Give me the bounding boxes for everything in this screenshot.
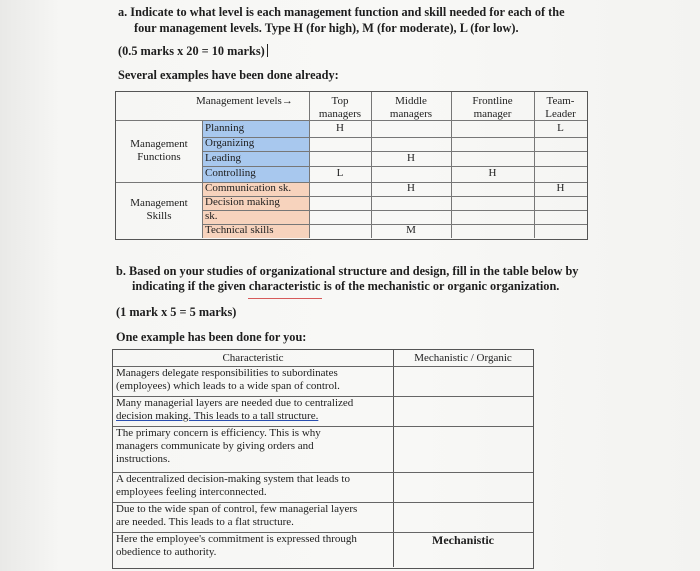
value-technical-middle[interactable]: M <box>406 224 416 236</box>
header-frontline <box>451 95 534 121</box>
t2-row6-line2: obedience to authority. <box>116 546 217 558</box>
row-communication: Communication sk. <box>205 182 292 194</box>
group-skills <box>116 197 202 223</box>
header-middle-line1: Middle <box>395 95 427 107</box>
t2-row6-line1: Here the employee's commitment is expressed through <box>116 533 357 545</box>
question-b-line2: indicating if the given characteristic is of the mechanistic or organic organization. <box>132 279 560 293</box>
header-team-line1: Team- <box>546 95 575 107</box>
value-communication-team[interactable]: H <box>556 182 565 194</box>
header-top <box>309 95 371 121</box>
t2-row4-line1: A decentralized decision-making system that leads to <box>116 473 350 485</box>
group-skills-line2: Skills <box>146 210 172 222</box>
t2-row4-line2: employees feeling interconnected. <box>116 486 267 498</box>
value-planning-top[interactable]: H <box>336 122 344 134</box>
group-functions-line1: Management <box>130 138 188 150</box>
row-organizing: Organizing <box>205 137 255 149</box>
header-frontline-line1: Frontline <box>472 95 513 107</box>
t2-row4 <box>116 473 350 499</box>
header-frontline-line2: manager <box>473 108 512 120</box>
text-cursor <box>267 44 268 57</box>
header-middle-line2: managers <box>389 108 433 120</box>
header-levels-label: Management levels→ <box>196 95 293 107</box>
header-team <box>534 95 587 121</box>
group-line <box>116 182 587 183</box>
value-planning-team[interactable]: L <box>557 122 564 134</box>
t2-row3-line1: The primary concern is efficiency. This is why <box>116 427 321 439</box>
value-leading-middle[interactable]: H <box>407 152 415 164</box>
t2-row6 <box>116 533 357 559</box>
group-functions-line2: Functions <box>137 151 181 163</box>
header-top-line1: Top <box>331 95 349 107</box>
t2-row2-line2: decision making. This leads to a tall structure. <box>116 410 319 422</box>
question-a-line1: a. Indicate to what level is each management function and skill needed for each of the <box>118 5 565 19</box>
row-controlling: Controlling <box>205 167 256 179</box>
row-technical: Technical skills <box>205 224 274 236</box>
header-team-line2: Leader <box>545 108 576 120</box>
examples-note: Several examples have been done already: <box>118 68 339 82</box>
question-a-line2: four management levels. Type H (for high), M (for moderate), L (for low). <box>134 21 519 35</box>
row-decision-making-sk: sk. <box>205 210 218 222</box>
example-note: One example has been done for you: <box>116 330 307 344</box>
header-middle <box>371 95 451 121</box>
marks-text: (0.5 marks x 20 = 10 marks) <box>118 44 265 58</box>
group-skills-line1: Management <box>130 197 188 209</box>
t2-header-characteristic: Characteristic <box>222 352 284 364</box>
row-line-1 <box>202 137 587 138</box>
question-b-marks: (1 mark x 5 = 5 marks) <box>116 305 237 319</box>
t2-answer-6[interactable]: Mechanistic <box>432 533 494 547</box>
spellcheck-underline <box>248 298 322 299</box>
row-planning: Planning <box>205 122 245 134</box>
t2-row1-line2: (employees) which leads to a wide span of control. <box>116 380 340 392</box>
t2-row1-line1: Managers delegate responsibilities to subordinates <box>116 367 338 379</box>
mechanistic-organic-table <box>112 349 534 569</box>
header-top-line2: managers <box>318 108 362 120</box>
t2-row3-line3: instructions. <box>116 453 171 465</box>
group-functions <box>116 138 202 164</box>
row-leading: Leading <box>205 152 242 164</box>
value-controlling-frontline[interactable]: H <box>488 167 497 179</box>
t2-row5 <box>116 503 357 529</box>
t2-row2 <box>116 397 353 423</box>
question-b-line1: b. Based on your studies of organizational structure and design, fill in the table below by <box>116 264 579 278</box>
t2-header-type: Mechanistic / Organic <box>414 352 512 364</box>
t2-row5-line2: are needed. This leads to a flat structure. <box>116 516 294 528</box>
t2-row1 <box>116 367 340 393</box>
t2-row5-line1: Due to the wide span of control, few managerial layers <box>116 503 358 515</box>
row-decision-making: Decision making <box>205 196 280 208</box>
t2-row2-line1: Many managerial layers are needed due to centralized <box>116 397 354 409</box>
question-a-marks <box>118 44 268 59</box>
management-levels-table <box>115 91 588 240</box>
value-communication-middle[interactable]: H <box>407 182 415 194</box>
row-line-5 <box>202 210 587 211</box>
t2-row3-line2: managers communicate by giving orders and <box>116 440 314 452</box>
t2-row3 <box>116 427 321 466</box>
value-controlling-top[interactable]: L <box>336 167 344 179</box>
